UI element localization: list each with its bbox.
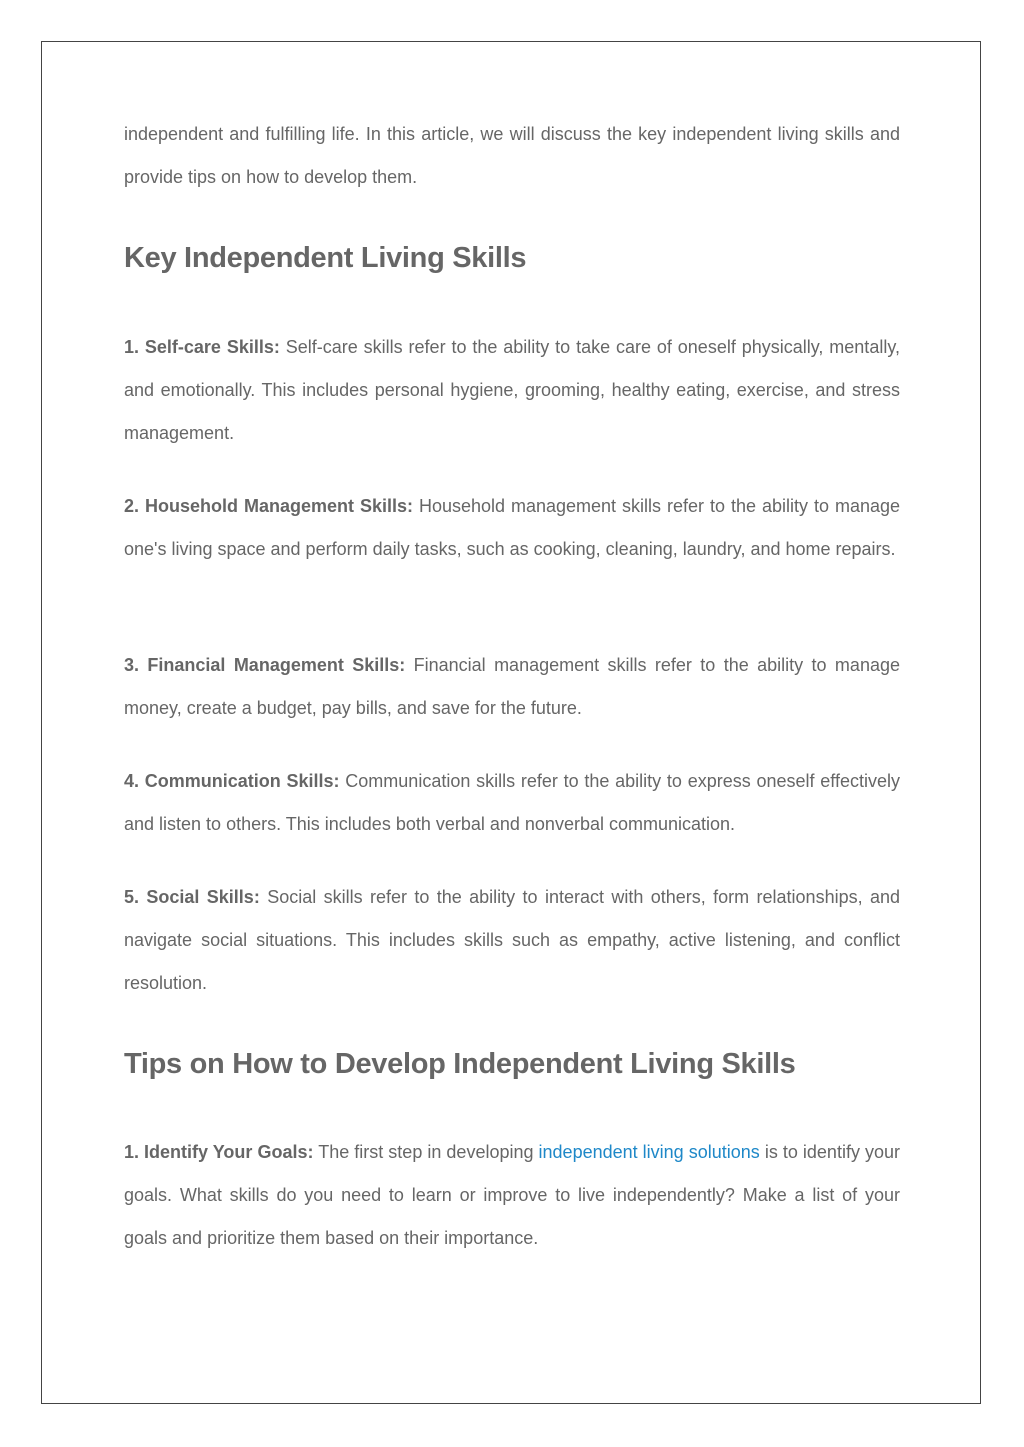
skill-item-household (124, 485, 900, 571)
section-heading-tips: Tips on How to Develop Independent Living Skills (124, 1048, 796, 1080)
skill-item-text: Communication skills refer to the ability to express oneself effectively and listen to others. This includes both verbal and nonverbal communication. (124, 771, 900, 834)
skill-item-text: Self-care skills refer to the ability to take care of oneself physically, mentally, and emotionally. This includes personal hygiene, grooming, healthy eating, exercise, and stress management. (124, 337, 900, 443)
skill-item-lead: 3. Financial Management Skills: (124, 655, 406, 675)
skill-item-lead: 1. Self-care Skills: (124, 337, 280, 357)
skill-item-text: Household management skills refer to the ability to manage one's living space and perform daily tasks, such as cooking, cleaning, laundry, and home repairs. (124, 496, 900, 559)
skill-item-financial (124, 644, 900, 730)
skill-item-text: Financial management skills refer to the ability to manage money, create a budget, pay bills, and save for the future. (124, 655, 900, 718)
tip-item-text-after: is to identify your goals. What skills do you need to learn or improve to live independently? Make a list of your goals and prioritize them based on their importance. (124, 1142, 900, 1248)
skill-item-social (124, 876, 900, 1005)
skill-item-communication (124, 760, 900, 846)
skill-item-lead: 5. Social Skills: (124, 887, 260, 907)
intro-paragraph: independent and fulfilling life. In this article, we will discuss the key independent living skills and provide tips on how to develop them. (124, 124, 900, 187)
skill-item-self-care (124, 326, 900, 455)
tip-item-lead: 1. Identify Your Goals: (124, 1142, 314, 1162)
section-heading-key-skills: Key Independent Living Skills (124, 242, 527, 274)
tip-item-text-before: The first step in developing (313, 1142, 539, 1162)
independent-living-solutions-link[interactable]: independent living solutions (538, 1142, 760, 1162)
tip-item-identify-goals (124, 1131, 900, 1260)
skill-item-lead: 4. Communication Skills: (124, 771, 340, 791)
skill-item-lead: 2. Household Management Skills: (124, 496, 413, 516)
skill-item-text: Social skills refer to the ability to interact with others, form relationships, and navigate social situations. This includes skills such as empathy, active listening, and conflict resolution. (124, 887, 900, 993)
